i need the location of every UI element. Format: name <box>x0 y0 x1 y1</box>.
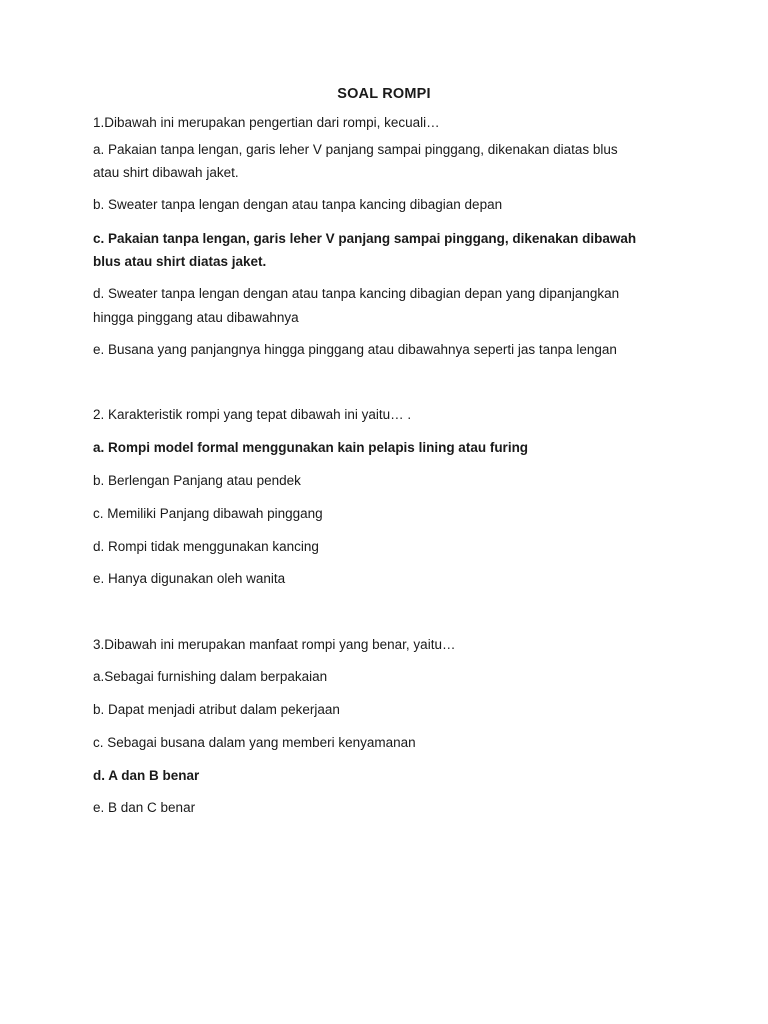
q3-option-b: b. Dapat menjadi atribut dalam pekerjaan <box>93 702 340 717</box>
q1-option-a-line-1: a. Pakaian tanpa lengan, garis leher V panjang sampai pinggang, dikenakan diatas blus <box>93 142 618 157</box>
question-3-text: 3.Dibawah ini merupakan manfaat rompi yang benar, yaitu… <box>93 637 456 652</box>
q2-option-c: c. Memiliki Panjang dibawah pinggang <box>93 506 323 521</box>
q1-option-c-answer-line-1: c. Pakaian tanpa lengan, garis leher V panjang sampai pinggang, dikenakan dibawah <box>93 231 637 246</box>
q2-option-a-answer: a. Rompi model formal menggunakan kain pelapis lining atau furing <box>93 440 529 455</box>
q3-option-d-answer: d. A dan B benar <box>93 768 200 783</box>
q1-option-b: b. Sweater tanpa lengan dengan atau tanpa kancing dibagian depan <box>93 197 503 212</box>
q2-option-b: b. Berlengan Panjang atau pendek <box>93 473 301 488</box>
q2-option-e: e. Hanya digunakan oleh wanita <box>93 571 286 586</box>
q3-option-e: e. B dan C benar <box>93 800 196 815</box>
q1-option-a-line-2: atau shirt dibawah jaket. <box>93 165 239 180</box>
question-1-text: 1.Dibawah ini merupakan pengertian dari rompi, kecuali… <box>93 115 440 130</box>
q1-option-e: e. Busana yang panjangnya hingga pinggang atau dibawahnya seperti jas tanpa lengan <box>93 342 617 357</box>
q3-option-c: c. Sebagai busana dalam yang memberi kenyamanan <box>93 735 416 750</box>
q3-option-a: a.Sebagai furnishing dalam berpakaian <box>93 669 328 684</box>
q2-option-d: d. Rompi tidak menggunakan kancing <box>93 539 319 554</box>
question-2-text: 2. Karakteristik rompi yang tepat dibawah ini yaitu… . <box>93 407 412 422</box>
q1-option-d-line-1: d. Sweater tanpa lengan dengan atau tanpa kancing dibagian depan yang dipanjangkan <box>93 286 620 301</box>
page-title: SOAL ROMPI <box>337 86 431 102</box>
q1-option-c-answer-line-2: blus atau shirt diatas jaket. <box>93 254 267 269</box>
q1-option-d-line-2: hingga pinggang atau dibawahnya <box>93 310 299 325</box>
